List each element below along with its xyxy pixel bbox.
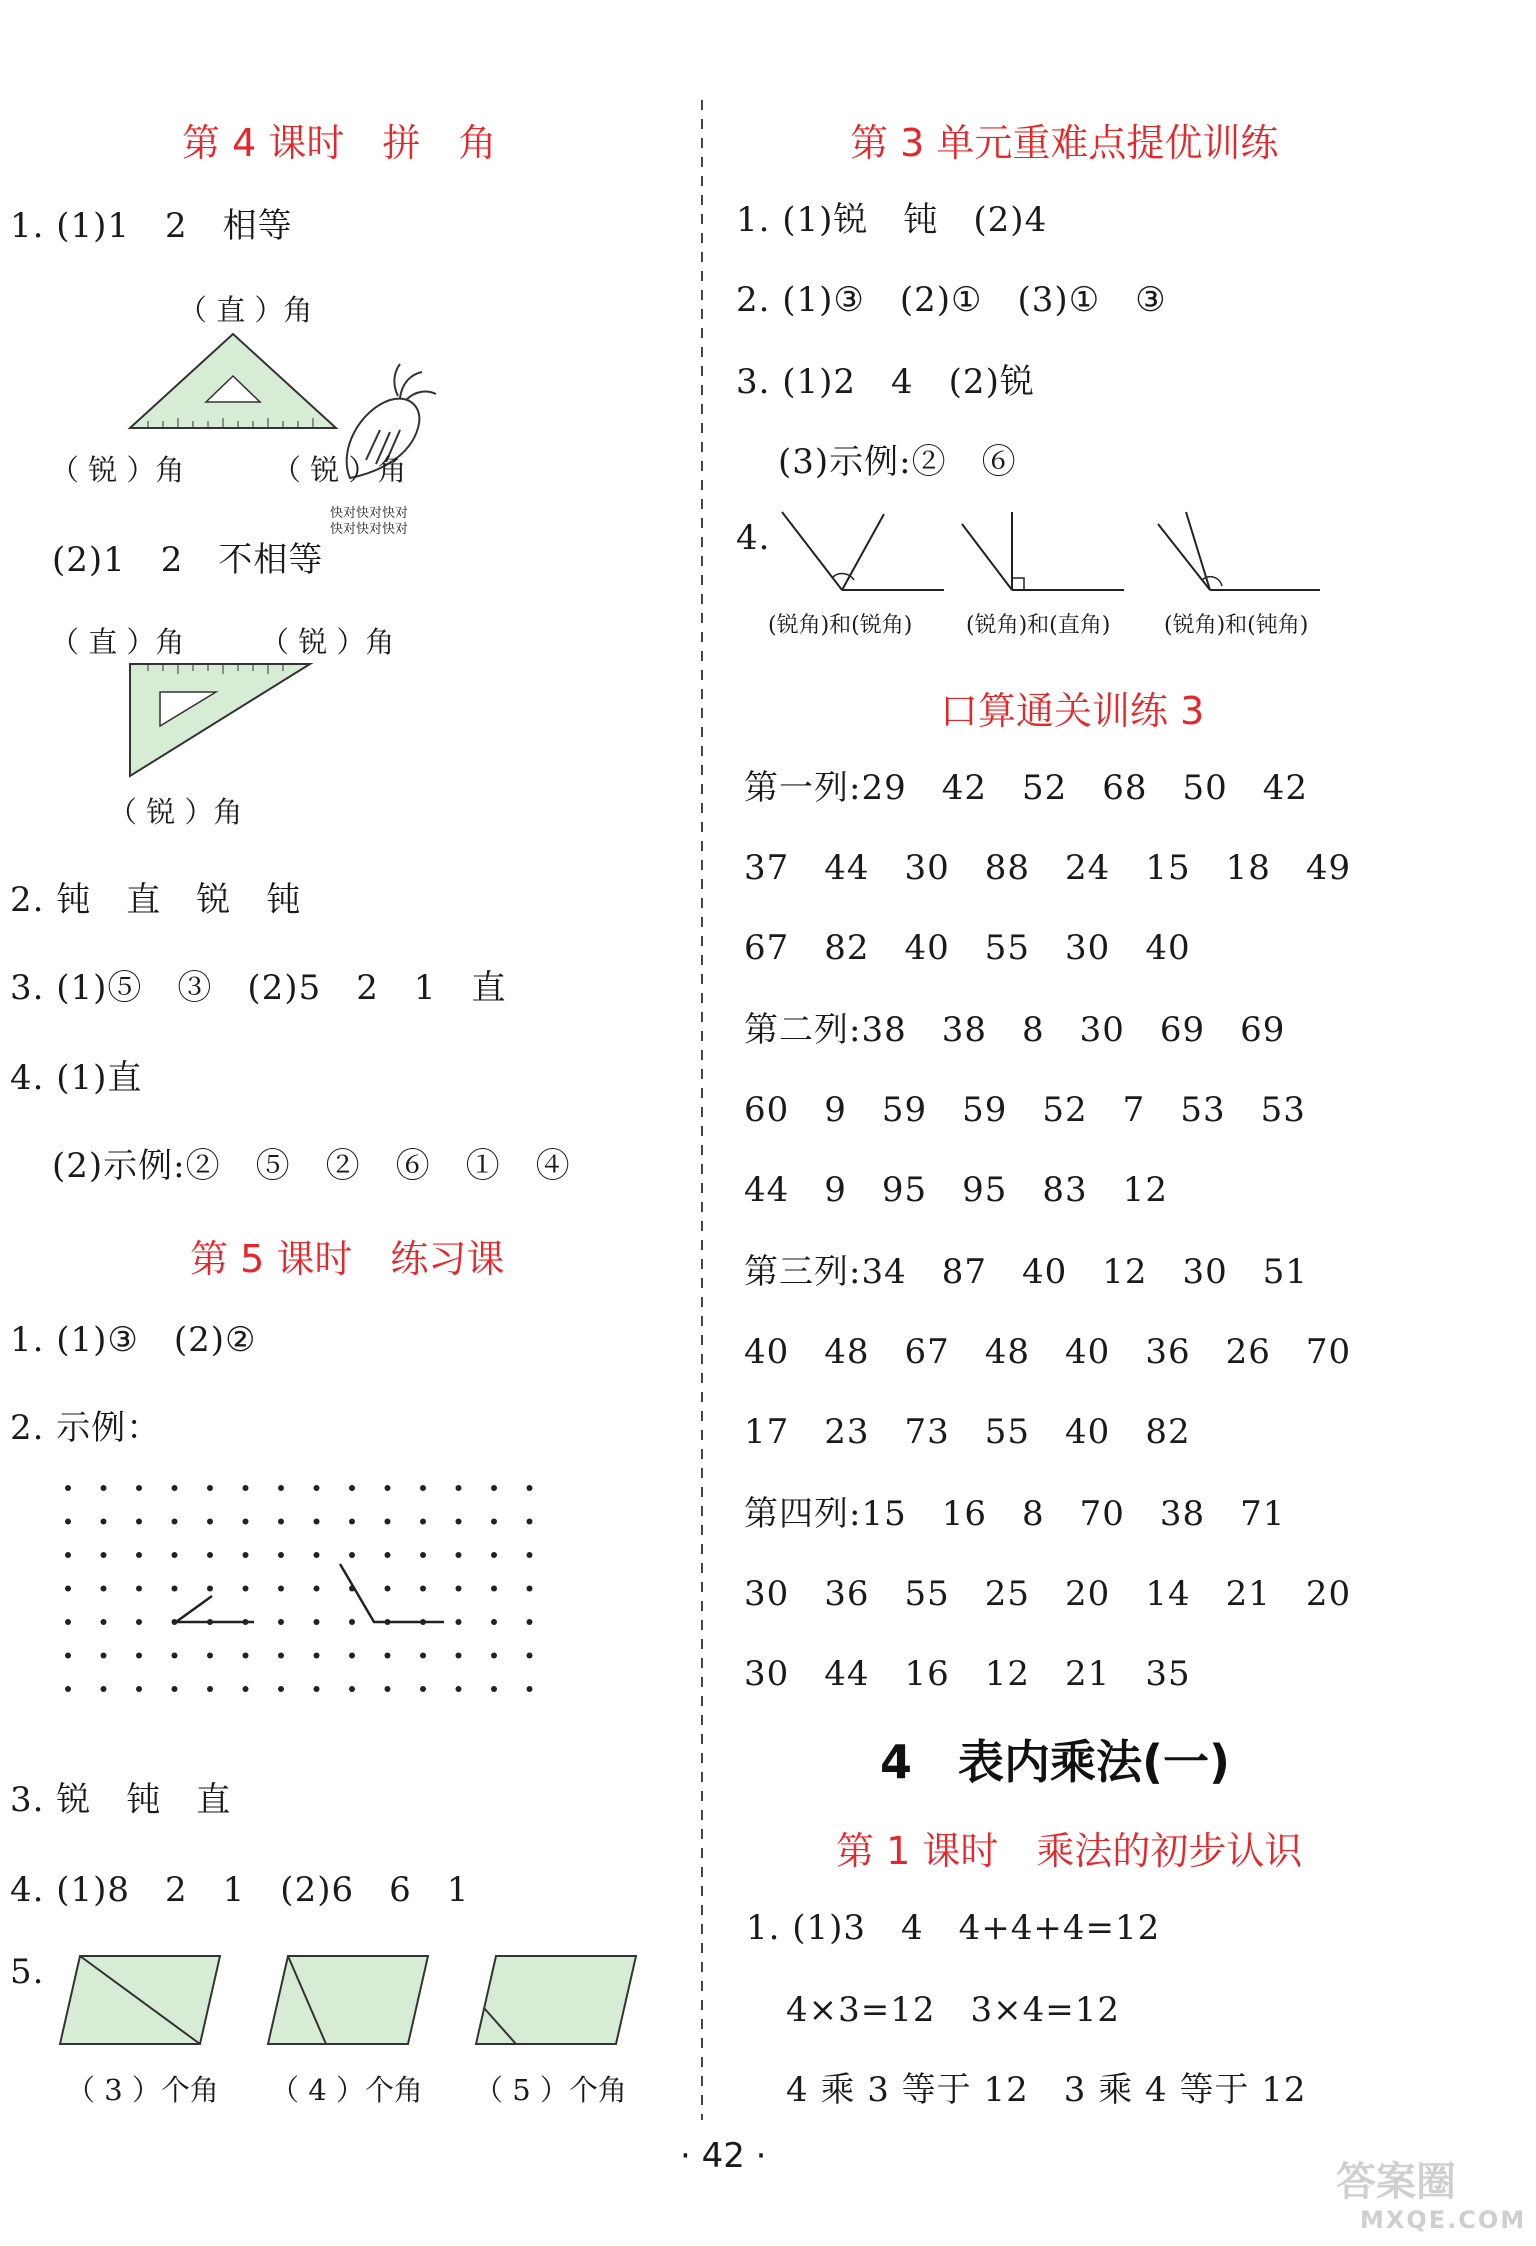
dot-grid [60, 1480, 600, 1720]
grid-dot [136, 1686, 142, 1692]
grid-dot [385, 1586, 391, 1592]
triangle1-left-label: （ 锐 ）角 [50, 453, 185, 487]
grid-dot [65, 1485, 71, 1491]
angle-diagram-1 [780, 510, 946, 592]
grid-dot [207, 1586, 213, 1592]
lesson5-title: 第 5 课时 练习课 [190, 1237, 505, 1281]
oral-row-7: 第三列:34 87 40 12 30 51 [744, 1252, 1309, 1292]
grid-dot [491, 1519, 497, 1525]
grid-dot [101, 1686, 107, 1692]
grid-dot [172, 1519, 178, 1525]
grid-dot [278, 1552, 284, 1558]
grid-dot [243, 1686, 249, 1692]
grid-dot [136, 1586, 142, 1592]
grid-dot [243, 1485, 249, 1491]
oral-row-5: 60 9 59 59 52 7 53 53 [744, 1090, 1306, 1130]
triangle1-right-label: （ 锐 ）角 [272, 453, 407, 487]
grid-dot [349, 1485, 355, 1491]
grid-dot [491, 1653, 497, 1659]
grid-dot [101, 1619, 107, 1625]
r-q2: 2. (1)③ (2)① (3)① ③ [736, 280, 1167, 320]
oral-row-3: 67 82 40 55 30 40 [744, 928, 1191, 968]
oral-row-11: 30 36 55 25 20 14 21 20 [744, 1574, 1352, 1614]
grid-dot [314, 1586, 320, 1592]
grid-dot [314, 1653, 320, 1659]
grid-dot [278, 1686, 284, 1692]
grid-dot [243, 1552, 249, 1558]
grid-dot [314, 1619, 320, 1625]
grid-dot [491, 1619, 497, 1625]
grid-dot [527, 1552, 533, 1558]
grid-dot [172, 1552, 178, 1558]
grid-dot [101, 1653, 107, 1659]
grid-dot [136, 1619, 142, 1625]
grid-dot [65, 1619, 71, 1625]
parallelogram-2-label: （ 4 ）个角 [270, 2073, 423, 2107]
angle-diagram-3 [1156, 510, 1322, 592]
grid-dot [385, 1686, 391, 1692]
grid-dot [207, 1519, 213, 1525]
grid-dot [101, 1552, 107, 1558]
grid-dot [314, 1485, 320, 1491]
grid-dot [314, 1686, 320, 1692]
lesson4-title: 第 4 课时 拼 角 [182, 121, 497, 165]
watermark-logo: 答案圈 [1336, 2159, 1456, 2205]
grid-dot [385, 1485, 391, 1491]
l5-q3: 3. 锐 钝 直 [10, 1780, 232, 1820]
parallelogram-1 [58, 1954, 222, 2046]
triangle2-label-c: （ 锐 ）角 [108, 795, 243, 829]
grid-dot [65, 1586, 71, 1592]
angle-caption-3: (锐角)和(钝角) [1164, 613, 1309, 638]
grid-dot [385, 1653, 391, 1659]
c4-q1-line3: 4 乘 3 等于 12 3 乘 4 等于 12 [786, 2070, 1307, 2110]
grid-dot [207, 1485, 213, 1491]
grid-dot [456, 1519, 462, 1525]
sticker-text-1: 快对快对快对 [330, 506, 409, 521]
grid-dot [420, 1552, 426, 1558]
grid-dot [278, 1485, 284, 1491]
chapter4-title: 4 表内乘法(一) [880, 1735, 1231, 1789]
parallelogram-3 [474, 1954, 638, 2046]
grid-dot [420, 1586, 426, 1592]
triangle2-label-b: （ 锐 ）角 [260, 625, 395, 659]
grid-dot [385, 1552, 391, 1558]
grid-dot [491, 1686, 497, 1692]
parallelogram-2 [266, 1954, 430, 2046]
page-number: · 42 · [680, 2136, 767, 2176]
column-divider [700, 100, 704, 2120]
grid-dot [420, 1686, 426, 1692]
grid-dot [243, 1653, 249, 1659]
grid-dot [527, 1586, 533, 1592]
q1-part1: 1. (1)1 2 相等 [10, 206, 293, 246]
oral-row-1: 第一列:29 42 52 68 50 42 [744, 768, 1309, 808]
unit3-title: 第 3 单元重难点提优训练 [850, 121, 1279, 165]
grid-dot [456, 1619, 462, 1625]
grid-dot [349, 1519, 355, 1525]
grid-dot [136, 1552, 142, 1558]
grid-dot [527, 1653, 533, 1659]
r-q4: 4. [736, 518, 771, 558]
grid-dot [278, 1519, 284, 1525]
grid-dot [491, 1552, 497, 1558]
oral-row-8: 40 48 67 48 40 36 26 70 [744, 1332, 1352, 1372]
grid-dot [385, 1519, 391, 1525]
grid-dot [527, 1519, 533, 1525]
grid-dot [101, 1519, 107, 1525]
r-q1: 1. (1)锐 钝 (2)4 [736, 200, 1048, 240]
grid-dot [136, 1485, 142, 1491]
parallelogram-3-label: （ 5 ）个角 [474, 2073, 627, 2107]
c4-lesson1-title: 第 1 课时 乘法的初步认识 [836, 1829, 1303, 1873]
grid-dot [207, 1653, 213, 1659]
grid-dot [172, 1653, 178, 1659]
grid-dot [420, 1653, 426, 1659]
sticker-text-2: 快对快对快对 [330, 522, 409, 537]
grid-dot [314, 1552, 320, 1558]
grid-dot [278, 1586, 284, 1592]
grid-dot [278, 1653, 284, 1659]
grid-dot [65, 1686, 71, 1692]
grid-dot [349, 1552, 355, 1558]
grid-dot [456, 1552, 462, 1558]
q3: 3. (1)⑤ ③ (2)5 2 1 直 [10, 968, 507, 1008]
triangle1-top-label: （ 直 ）角 [178, 293, 313, 327]
grid-dot [349, 1653, 355, 1659]
grid-dot [65, 1519, 71, 1525]
set-square-1 [128, 330, 338, 430]
l5-q5: 5. [10, 1952, 45, 1992]
grid-dot [65, 1653, 71, 1659]
l5-q1: 1. (1)③ (2)② [10, 1320, 257, 1360]
grid-dot [420, 1519, 426, 1525]
oral-row-6: 44 9 95 95 83 12 [744, 1170, 1168, 1210]
c4-q1-line2: 4×3=12 3×4=12 [786, 1990, 1121, 2030]
angle-caption-2: (锐角)和(直角) [966, 613, 1111, 638]
oral-title: 口算通关训练 3 [940, 689, 1205, 733]
oral-row-12: 30 44 16 12 21 35 [744, 1654, 1191, 1694]
grid-dot [65, 1552, 71, 1558]
parallelogram-1-label: （ 3 ）个角 [66, 2073, 219, 2107]
grid-dot [136, 1519, 142, 1525]
grid-dot [172, 1686, 178, 1692]
grid-dot [527, 1485, 533, 1491]
grid-dot [243, 1519, 249, 1525]
angle-diagram-2 [960, 510, 1126, 592]
oral-row-2: 37 44 30 88 24 15 18 49 [744, 848, 1352, 888]
c4-q1-line1: 1. (1)3 4 4+4+4=12 [746, 1908, 1161, 1948]
grid-dot [420, 1485, 426, 1491]
grid-dot [136, 1653, 142, 1659]
grid-dot [314, 1519, 320, 1525]
grid-dot [456, 1686, 462, 1692]
oral-row-10: 第四列:15 16 8 70 38 71 [744, 1494, 1286, 1534]
grid-dot [491, 1586, 497, 1592]
q4-part2: (2)示例:② ⑤ ② ⑥ ① ④ [52, 1146, 571, 1186]
grid-dot [349, 1619, 355, 1625]
grid-dot [527, 1619, 533, 1625]
grid-dot [207, 1552, 213, 1558]
watermark-url: MXQE.COM [1360, 2206, 1527, 2234]
grid-dot [278, 1619, 284, 1625]
grid-dot [101, 1485, 107, 1491]
q1-part2: (2)1 2 不相等 [52, 540, 324, 580]
grid-dot [101, 1586, 107, 1592]
r-q3-part2: (3)示例:② ⑥ [778, 442, 1017, 482]
q2: 2. 钝 直 锐 钝 [10, 880, 302, 920]
grid-dot [491, 1485, 497, 1491]
grid-dot [349, 1686, 355, 1692]
grid-dot [456, 1653, 462, 1659]
triangle2-label-a: （ 直 ）角 [50, 625, 185, 659]
grid-dot [172, 1586, 178, 1592]
grid-dot [172, 1485, 178, 1491]
grid-dot [243, 1586, 249, 1592]
q4-part1: 4. (1)直 [10, 1058, 143, 1098]
angle-caption-1: (锐角)和(锐角) [768, 613, 913, 638]
grid-dot [456, 1586, 462, 1592]
l5-q4: 4. (1)8 2 1 (2)6 6 1 [10, 1870, 470, 1910]
oral-row-4: 第二列:38 38 8 30 69 69 [744, 1010, 1286, 1050]
r-q3-part1: 3. (1)2 4 (2)锐 [736, 362, 1035, 402]
grid-dot [527, 1686, 533, 1692]
set-square-2 [128, 662, 312, 778]
grid-dot [456, 1485, 462, 1491]
oral-row-9: 17 23 73 55 40 82 [744, 1412, 1191, 1452]
grid-dot [207, 1686, 213, 1692]
l5-q2: 2. 示例： [10, 1408, 162, 1448]
